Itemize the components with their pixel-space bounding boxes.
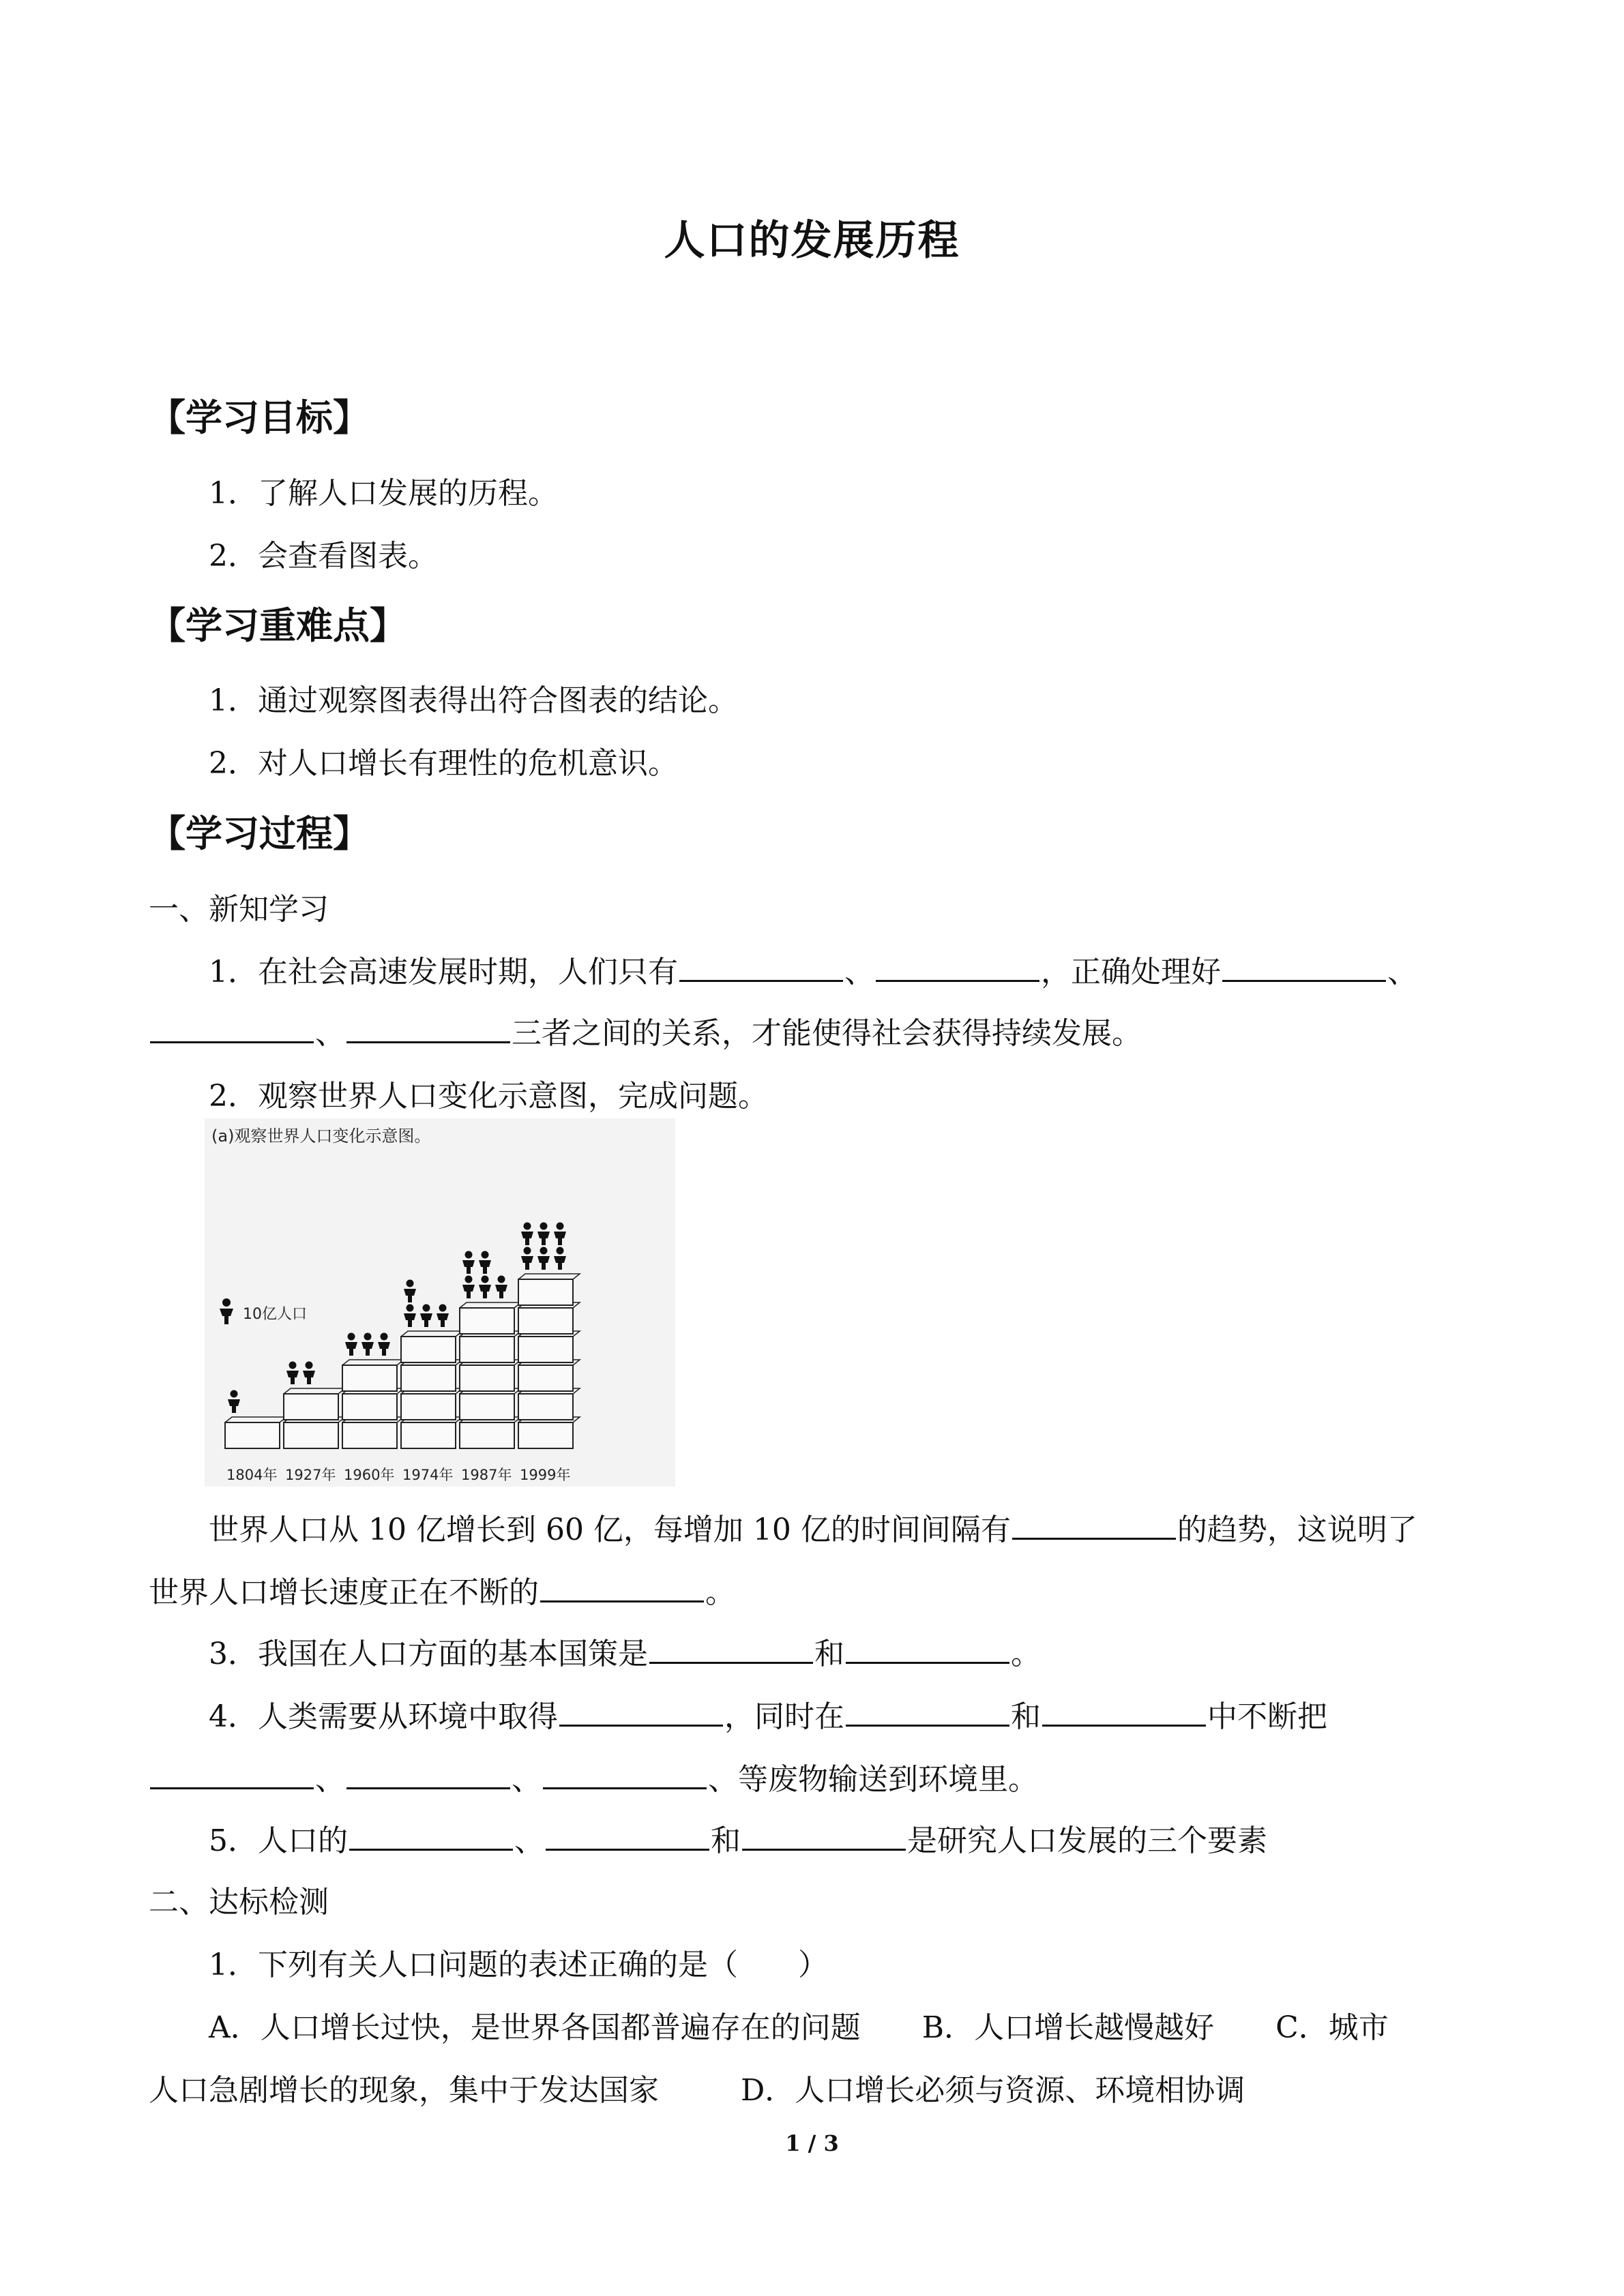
year-label: 1927年 <box>285 1467 336 1483</box>
year-labels <box>226 1467 570 1483</box>
stair-box <box>342 1394 397 1420</box>
blank[interactable] <box>649 1658 813 1664</box>
stair-box <box>460 1337 514 1362</box>
q1-text-f: 三者之间的关系，才能使得社会获得持续发展。 <box>512 1016 1142 1051</box>
part2-title: 二、达标检测 <box>149 1885 329 1920</box>
q3-text-a: 3．我国在人口方面的基本国策是 <box>209 1637 648 1671</box>
q1-text-a: 1．在社会高速发展时期，人们只有 <box>209 955 678 989</box>
legend <box>220 1298 307 1324</box>
q1-text-e: 、 <box>315 1016 345 1051</box>
q3-text-b: 和 <box>814 1637 844 1671</box>
stair-box <box>401 1337 456 1362</box>
blank[interactable] <box>349 1845 513 1851</box>
q4-text-e: 、 <box>315 1762 345 1797</box>
stair-box-top <box>401 1331 462 1337</box>
question-3 <box>209 1634 1041 1675</box>
question-1-line-1 <box>209 952 1417 993</box>
stair-box <box>284 1422 338 1448</box>
person-icon <box>521 1247 533 1270</box>
question-1-line-2 <box>149 1013 1142 1054</box>
person-icon <box>537 1247 550 1270</box>
person-icon <box>228 1390 240 1414</box>
person-icon <box>554 1247 566 1270</box>
question-2-text-line-2 <box>149 1572 735 1613</box>
person-icon <box>554 1223 566 1246</box>
stair-box-top <box>518 1274 580 1279</box>
person-icon <box>404 1280 416 1303</box>
person-icon <box>361 1333 374 1356</box>
goal-item-1: 1．了解人口发展的历程。 <box>209 476 558 511</box>
stair-box <box>518 1308 573 1334</box>
year-label: 1804年 <box>226 1467 278 1483</box>
stair-column <box>460 1251 521 1449</box>
stair-box <box>518 1337 573 1362</box>
stair-box <box>518 1422 573 1448</box>
q5-text-b: 、 <box>514 1823 544 1858</box>
option-b[interactable]: B．人口增长越慢越好 <box>921 2010 1215 2045</box>
q1-text-b: 、 <box>844 955 874 989</box>
person-icon <box>521 1223 533 1246</box>
goals-heading: 【学习目标】 <box>149 396 370 439</box>
q2-text-a: 世界人口从 10 亿增长到 60 亿，每增加 10 亿的时间间隔有 <box>209 1512 1011 1547</box>
q4-text-b: ，同时在 <box>724 1699 844 1734</box>
person-icon <box>378 1333 390 1356</box>
q4-text-g: 、等废物输送到环境里。 <box>708 1762 1038 1797</box>
blank[interactable] <box>543 1783 707 1789</box>
q3-text-c: 。 <box>1011 1637 1041 1671</box>
legend-label: 10亿人口 <box>243 1306 307 1323</box>
q2-text-d: 。 <box>705 1575 735 1610</box>
stair-box-top <box>460 1302 521 1308</box>
stair-box <box>460 1394 514 1420</box>
goal-item-2: 2．会查看图表。 <box>209 539 438 573</box>
test-question-1: 1．下列有关人口问题的表述正确的是（ ） <box>209 1948 828 1982</box>
blank[interactable] <box>346 1783 510 1789</box>
process-heading: 【学习过程】 <box>149 812 370 855</box>
option-c[interactable]: C．城市 <box>1275 2010 1389 2045</box>
q1-text-d: 、 <box>1387 955 1417 989</box>
person-icon <box>462 1276 475 1299</box>
stair-box <box>401 1394 456 1420</box>
stair-box <box>284 1394 338 1420</box>
person-icon <box>303 1362 315 1385</box>
question-4-line-2 <box>149 1759 1038 1800</box>
key-item-2: 2．对人口增长有理性的危机意识。 <box>209 746 678 781</box>
key-heading: 【学习重难点】 <box>149 604 407 647</box>
stair-box <box>518 1394 573 1420</box>
q5-text-c: 和 <box>711 1823 741 1858</box>
person-icon <box>286 1362 299 1385</box>
person-icon <box>420 1304 432 1328</box>
blank[interactable] <box>876 976 1039 982</box>
blank[interactable] <box>742 1845 906 1851</box>
q5-text-d: 是研究人口发展的三个要素 <box>907 1823 1267 1858</box>
page-title: 人口的发展历程 <box>664 217 960 265</box>
blank[interactable] <box>1222 976 1386 982</box>
stair-column <box>401 1280 462 1449</box>
q4-text-a: 4．人类需要从环境中取得 <box>209 1699 558 1734</box>
stair-box-top <box>342 1360 404 1365</box>
stair-box <box>342 1422 397 1448</box>
question-4-line-1 <box>209 1697 1327 1738</box>
q2-text-b: 的趋势，这说明了 <box>1177 1512 1417 1547</box>
stair-column <box>342 1333 404 1449</box>
person-icon <box>404 1304 416 1328</box>
stair-box <box>401 1365 456 1391</box>
q4-text-f: 、 <box>512 1762 542 1797</box>
stair-box <box>518 1365 573 1391</box>
question-2: 2．观察世界人口变化示意图，完成问题。 <box>209 1079 768 1114</box>
blank[interactable] <box>546 1845 709 1851</box>
person-icon <box>220 1298 233 1324</box>
figure-caption: (a)观察世界人口变化示意图。 <box>211 1127 431 1146</box>
q4-text-d: 中不断把 <box>1207 1699 1327 1734</box>
person-icon <box>479 1251 491 1274</box>
options-line-2 <box>149 2070 1245 2111</box>
blank[interactable] <box>346 1037 510 1043</box>
blank[interactable] <box>846 1658 1009 1664</box>
person-icon <box>437 1304 449 1328</box>
population-figure <box>205 1118 675 1487</box>
stair-box <box>401 1422 456 1448</box>
blank[interactable] <box>150 1037 314 1043</box>
stair-box <box>225 1422 280 1448</box>
blank[interactable] <box>846 1720 1009 1727</box>
stair-box <box>460 1422 514 1448</box>
blank[interactable] <box>1012 1534 1176 1540</box>
key-item-1: 1．通过观察图表得出符合图表的结论。 <box>209 683 738 718</box>
q5-text-a: 5．人口的 <box>209 1823 348 1858</box>
blank[interactable] <box>150 1783 314 1789</box>
blank[interactable] <box>559 1720 723 1727</box>
stair-box <box>460 1365 514 1391</box>
q2-text-c: 世界人口增长速度正在不断的 <box>149 1575 539 1610</box>
blank[interactable] <box>1042 1720 1206 1727</box>
option-a[interactable]: A．人口增长过快，是世界各国都普遍存在的问题 <box>209 2010 861 2045</box>
q1-text-c: ，正确处理好 <box>1041 955 1221 989</box>
page-number: 1 / 3 <box>785 2130 839 2156</box>
q4-text-c: 和 <box>1011 1699 1041 1734</box>
option-c-continued: 人口急剧增长的现象，集中于发达国家 <box>149 2073 659 2108</box>
person-icon <box>479 1276 491 1299</box>
year-label: 1974年 <box>402 1467 454 1483</box>
stairs-chart <box>225 1223 580 1449</box>
stair-box-top <box>284 1388 345 1394</box>
blank[interactable] <box>679 976 843 982</box>
stair-column <box>284 1362 345 1449</box>
option-d[interactable]: D．人口增长必须与资源、环境相协调 <box>741 2073 1245 2108</box>
person-icon <box>495 1276 507 1299</box>
person-icon <box>345 1333 357 1356</box>
person-icon <box>537 1223 550 1246</box>
year-label: 1987年 <box>461 1467 512 1483</box>
stair-box <box>518 1279 573 1305</box>
options-line-1 <box>209 2008 1389 2048</box>
blank[interactable] <box>540 1596 704 1602</box>
stair-column <box>225 1390 286 1449</box>
question-5 <box>209 1821 1267 1862</box>
year-label: 1999年 <box>520 1467 571 1483</box>
stair-box <box>342 1365 397 1391</box>
person-icon <box>462 1251 475 1274</box>
stair-column <box>518 1223 580 1449</box>
stair-box-top <box>225 1417 286 1422</box>
question-2-text-line-1 <box>209 1510 1417 1551</box>
year-label: 1960年 <box>344 1467 395 1483</box>
stair-box <box>460 1308 514 1334</box>
part1-title: 一、新知学习 <box>149 892 329 927</box>
